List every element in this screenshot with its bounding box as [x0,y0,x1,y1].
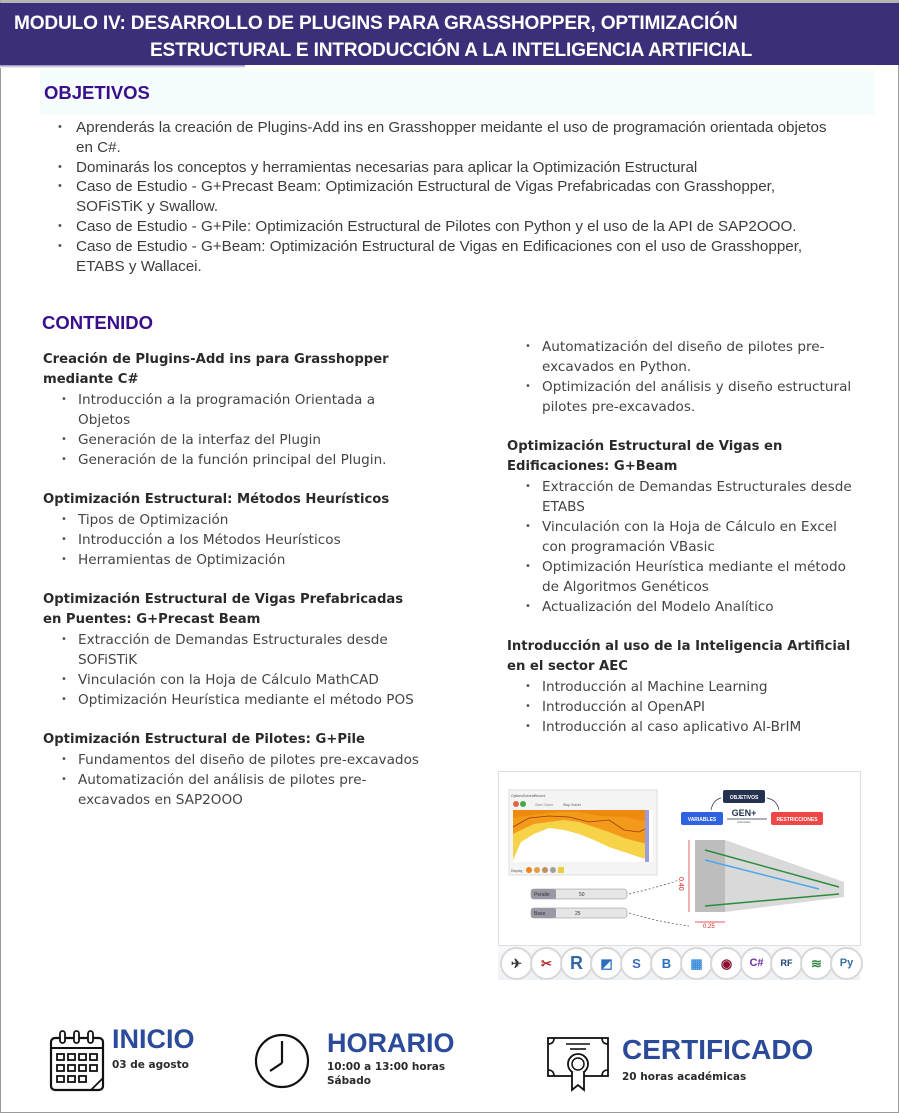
gen-diagram [681,790,823,825]
display-icon [534,867,540,873]
horario-day: Sábado [327,1075,371,1087]
slider-label: Base [534,911,546,917]
revit-logo-icon: R [560,947,593,980]
objetivo-item: • Caso de Estudio - G+Beam: Optimización Estructural de Vigas en Edificaciones con el uso de Grasshopper, ETABS y Wallacei. [58,237,828,277]
clock-icon [252,1032,312,1090]
course-info-footer [0,1010,899,1111]
display-icon [542,867,548,873]
display-label: Display [511,869,523,873]
content-group-title: Introducción al uso de la Inteligencia Artificial en el sector AEC [507,639,851,674]
content-group [43,350,423,470]
content-item: • Introducción al caso aplicativo AI-BrIM [507,717,852,737]
dim-width-label: 0.25 [703,924,715,930]
solver-menu: Record [534,794,546,798]
content-item: • Extracción de Demandas Estructurales desde ETABS [507,477,852,517]
content-item: • Tipos de Optimización [43,510,423,530]
module-header [0,3,899,65]
dim-height-label: 0.40 [677,877,684,891]
display-icon [526,867,532,873]
variables-badge-label: VARIABLES [687,817,717,823]
content-item: • Vinculación con la Hoja de Cálculo MathCAD [43,670,423,690]
wallacei-logo-icon: ≋ [800,947,833,980]
solver-menu: Solvers [523,794,535,798]
content-group [507,637,852,737]
content-item: • Generación de la función principal del Plugin. [43,450,423,470]
contenido-title: CONTENIDO [42,312,153,333]
content-item: • Automatización del diseño de pilotes pre-excavados en Python. [507,337,852,377]
etabs-logo-icon: ◩ [590,947,623,980]
sap2000-logo-icon: S [620,947,653,980]
swallow-logo-icon: ✂ [530,947,563,980]
content-item: • Automatización del análisis de pilotes pre-excavados en SAP2OOO [43,770,423,810]
stop-solver-label: Stop Solver [563,803,582,807]
objetivos-title: OBJETIVOS [44,82,150,103]
gen-arrow [767,798,779,810]
objetivo-item: • Aprenderás la creación de Plugins-Add ins en Grasshopper meidante el uso de programación orientada objetos en C#. [58,118,828,158]
objetivo-item: • Dominarás los conceptos y herramientas necesarias para aplicar la Optimización Estructural [58,158,828,178]
gen-logo-sub: Optimization [737,821,751,824]
content-item: • Herramientas de Optimización [43,550,423,570]
content-item: • Introducción al OpenAPI [507,697,852,717]
content-group [507,337,852,417]
content-group-title: Optimización Estructural de Vigas en Edificaciones: G+Beam [507,439,783,474]
module-title-line-1: MODULO IV: DESARROLLO DE PLUGINS PARA GRASSHOPPER, OPTIMIZACIÓN [14,12,738,34]
beam-3d [677,840,844,930]
content-group-title: Optimización Estructural de Pilotes: G+Pile [43,732,365,747]
content-group [43,590,423,710]
certificado-hours: 20 horas académicas [622,1071,747,1083]
run-icon [520,801,526,807]
optimization-illustration [498,771,861,946]
content-item: • Optimización Heurística mediante el método POS [43,690,423,710]
slider-link [629,913,689,926]
rfem-logo-icon: RF [770,947,803,980]
restricciones-badge-label: RESTRICCIONES [776,817,818,823]
certificado-title: CERTIFICADO [622,1034,814,1065]
python-logo-icon: Py [830,947,863,980]
start-solver-label: Start Solver [535,803,554,807]
csharp-logo-icon: C# [740,947,773,980]
display-icon [558,867,564,873]
inicio-date: 03 de agosto [112,1059,189,1071]
gen-arrow [711,798,721,810]
content-item: • Vinculación con la Hoja de Cálculo en Excel con programación VBasic [507,517,852,557]
contenido-left-column [43,350,423,830]
content-group-title: Optimización Estructural de Vigas Prefabricadas en Puentes: G+Precast Beam [43,592,404,627]
content-item: • Introducción al Machine Learning [507,677,852,697]
slider-value: 50 [579,892,585,898]
inicio-title: INICIO [112,1024,195,1054]
module-title-line-2: ESTRUCTURAL E INTRODUCCIÓN A LA INTELIGENCIA ARTIFICIAL [150,39,753,61]
mathcad-logo-icon: ◉ [710,947,743,980]
content-group-title: Creación de Plugins-Add ins para Grasshopper mediante C# [43,352,389,387]
sofistik-logo-icon: ▦ [680,947,713,980]
grasshopper-logo-icon: ✈ [500,947,533,980]
content-item: • Introducción a la programación Orientada a Objetos [43,390,423,430]
certificate-icon [546,1036,610,1094]
content-item: • Fundamentos del diseño de pilotes pre-excavados [43,750,423,770]
content-group [43,730,423,810]
horario-title: HORARIO [327,1028,455,1058]
content-item: • Optimización del análisis y diseño estructural pilotes pre-excavados. [507,377,852,417]
slider-value: 25 [575,911,581,917]
software-logos-strip [498,946,860,980]
content-item: • Actualización del Modelo Analítico [507,597,852,617]
gen-logo: GEN+ [731,808,757,818]
solver-icon [513,801,519,807]
content-group [43,490,423,570]
header-shadow [0,65,245,68]
objetivos-list [58,118,828,276]
solver-window [509,790,657,875]
slider-link [629,880,679,894]
objetivos-badge-label: OBJETIVOS [729,795,759,801]
content-item: • Extracción de Demandas Estructurales desde SOFiSTiK [43,630,423,670]
contenido-right-column [507,337,852,757]
objetivo-item: • Caso de Estudio - G+Precast Beam: Optimización Estructural de Vigas Prefabricadas con Grasshopper, SOFiSTiK y Swallow. [58,177,828,217]
horario-time: 10:00 a 13:00 horas [327,1061,446,1073]
slider-label: Peralte [534,892,550,898]
content-group-title: Optimización Estructural: Métodos Heurísticos [43,492,390,507]
calendar-icon [48,1028,108,1094]
objetivo-item: • Caso de Estudio - G+Pile: Optimización Estructural de Pilotes con Python y el uso de la API de SAP2OOO. [58,217,828,237]
fitness-marker [645,810,649,862]
content-item: • Generación de la interfaz del Plugin [43,430,423,450]
sliders [531,880,689,926]
csibridge-logo-icon: B [650,947,683,980]
content-item: • Introducción a los Métodos Heurísticos [43,530,423,550]
content-item: • Optimización Heurística mediante el método de Algoritmos Genéticos [507,557,852,597]
content-group [507,437,852,617]
objetivos-heading-box [40,70,875,115]
display-icon [550,867,556,873]
illustration-svg [499,772,860,945]
solver-menu: Options [511,794,524,798]
